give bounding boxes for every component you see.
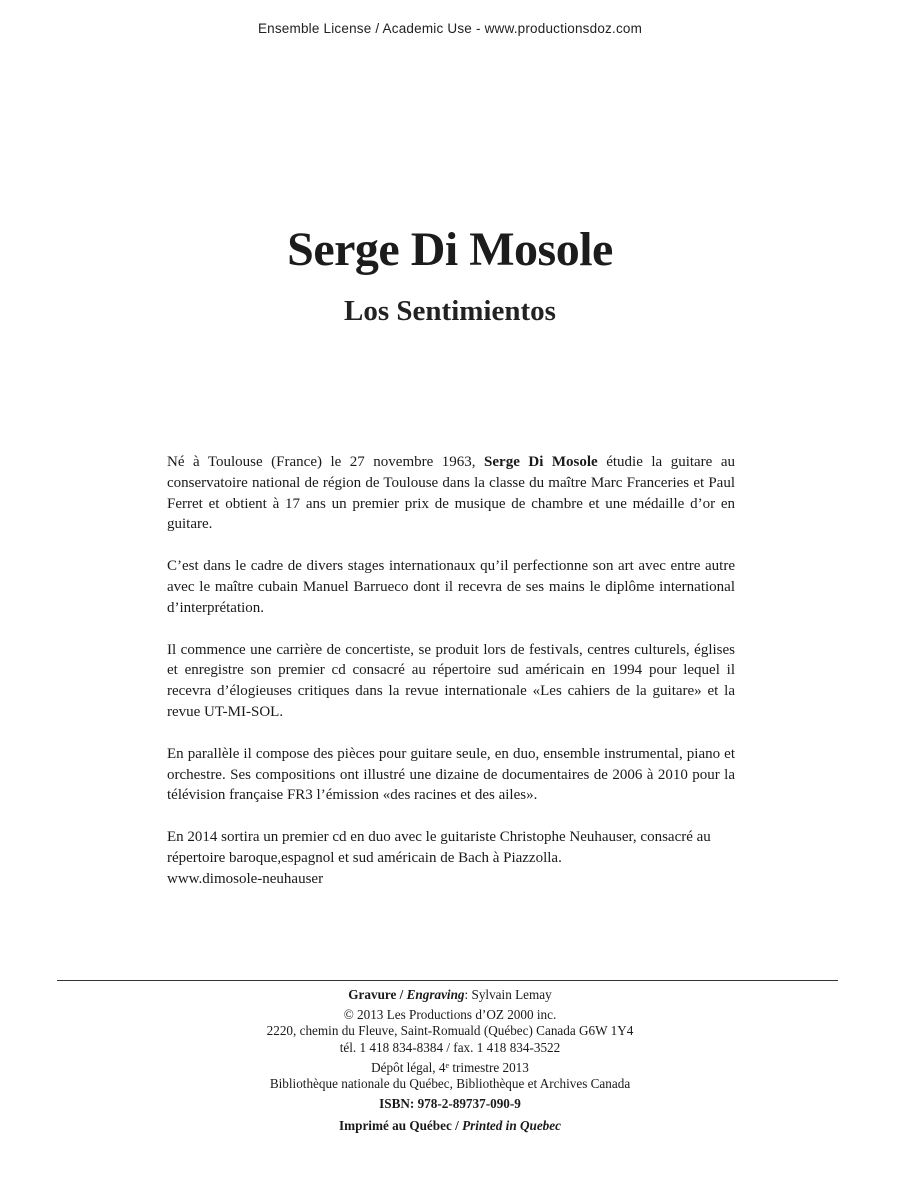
legal-deposit-prefix: Dépôt légal, 4 (371, 1059, 446, 1075)
footer-divider (57, 980, 838, 981)
legal-deposit-line (0, 1060, 900, 1076)
bio-paragraph-1 (167, 452, 735, 535)
publisher-block (0, 1007, 900, 1056)
printed-in (0, 1118, 900, 1134)
composer-name: Serge Di Mosole (287, 223, 613, 276)
license-header: Ensemble License / Academic Use - www.productionsdoz.com (257, 21, 643, 36)
engraving-credit (0, 987, 900, 1003)
phone-line: tél. 1 418 834-8384 / fax. 1 418 834-3522 (339, 1039, 561, 1055)
publisher-credits (0, 987, 900, 1139)
duo-website-link[interactable]: www.dimosole-neuhauser (167, 870, 324, 887)
isbn: ISBN: 978-2-89737-090-9 (379, 1096, 521, 1112)
legal-deposit-suffix: trimestre 2013 (449, 1059, 529, 1075)
engraving-label-fr: Gravure / (348, 987, 407, 1002)
work-title: Los Sentimientos (344, 295, 556, 327)
printed-en: Printed in Quebec (462, 1118, 561, 1134)
bio-p5-text: En 2014 sortira un premier cd en duo avec le guitariste Christophe Neuhauser, consacré au répertoire baroque,espagnol et sud américain de Bach à Piazzolla. (167, 829, 711, 866)
address-line: 2220, chemin du Fleuve, Saint-Romuald (Québec) Canada G6W 1Y4 (266, 1023, 634, 1039)
engraving-label-en: Engraving (406, 987, 465, 1002)
bio-composer-name: Serge Di Mosole (484, 454, 598, 470)
printed-fr: Imprimé au Québec / (339, 1118, 463, 1134)
bio-p1-rest: étudie la guitare au conservatoire national de région de Toulouse dans la classe du maître Marc Franceries et Paul Ferret et obtient à 17 ans un premier prix de musique de chambre et une médaille d’or en guitare. (167, 454, 735, 533)
libraries-line: Bibliothèque nationale du Québec, Bibliothèque et Archives Canada (269, 1076, 631, 1092)
engraving-separator: : (464, 987, 472, 1002)
legal-deposit-sup: e (445, 1060, 450, 1070)
bio-paragraph-2: C’est dans le cadre de divers stages internationaux qu’il perfectionne son art avec entre autre avec le maître cubain Manuel Barrueco dont il recevra de ses mains le diplôme international d’interprétation. (167, 558, 735, 616)
bio-paragraph-3: Il commence une carrière de concertiste, se produit lors de festivals, centres culturels, églises et enregistre son premier cd consacré au répertoire sud américain en 1994 pour lequel il recevra d’élogieuses critiques dans la revue internationale «Les cahiers de la guitare» et la revue UT-MI-SOL. (167, 641, 735, 720)
isbn-block (0, 1096, 900, 1112)
bio-paragraph-4: En parallèle il compose des pièces pour guitare seule, en duo, ensemble instrumental, piano et orchestre. Ses compositions ont illustré une dizaine de documentaires de 2006 à 2010 pour la télévision française FR3 l’émission «des racines et des ailes». (167, 745, 735, 804)
biography (167, 452, 735, 911)
bio-paragraph-5 (167, 827, 735, 889)
bio-p1-intro: Né à Toulouse (France) le 27 novembre 1963, (167, 454, 485, 470)
engraver-name: Sylvain Lemay (471, 987, 552, 1002)
copyright-line: © 2013 Les Productions d’OZ 2000 inc. (343, 1007, 557, 1023)
legal-deposit-block (0, 1060, 900, 1092)
